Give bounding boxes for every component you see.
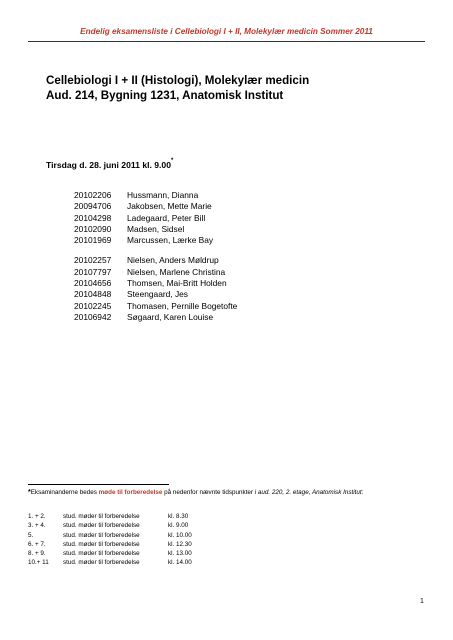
student-row xyxy=(74,235,237,246)
student-name: Ladegaard, Peter Bill xyxy=(127,212,206,223)
student-id: 20106942 xyxy=(74,311,112,322)
schedule-time: kl. 13.00 xyxy=(168,550,192,558)
session-heading xyxy=(46,160,173,170)
running-header: Endelig eksamensliste i Cellebiologi I + II, Molekylær medicin Sommer 2011 xyxy=(80,27,373,36)
student-name: Nielsen, Marlene Christina xyxy=(127,266,226,277)
student-row xyxy=(74,267,237,278)
schedule-group: 1. + 2. xyxy=(28,513,46,520)
schedule-row xyxy=(28,540,208,549)
footnote-text-2: på nedenfor nævnte tidspunkter i xyxy=(162,489,258,496)
schedule-group: 8. + 9. xyxy=(28,550,46,558)
student-name: Nielsen, Anders Møldrup xyxy=(127,255,219,266)
student-name: Marcussen, Lærke Bay xyxy=(127,235,214,246)
schedule-time: kl. 9.00 xyxy=(168,522,189,530)
footnote-highlight: møde til forberedelse xyxy=(98,489,163,496)
schedule-row xyxy=(28,521,208,530)
student-id: 20102257 xyxy=(74,255,112,266)
student-name: Thomasen, Pernille Bogetofte xyxy=(127,300,238,311)
footnote-text-1: Eksaminanderne bedes xyxy=(30,489,99,496)
schedule-time: kl. 12.30 xyxy=(168,540,192,548)
header-divider xyxy=(28,41,425,42)
schedule-row xyxy=(28,531,208,540)
title-line-1: Cellebiologi I + II (Histologi), Molekylær medicin xyxy=(46,74,310,87)
schedule-text: stud. møder til forberedelse xyxy=(63,522,140,530)
prep-schedule xyxy=(28,512,208,568)
student-id: 20101969 xyxy=(74,235,112,246)
footnote-location: aud. 220, 2. etage, Anatomisk Institut: xyxy=(257,489,364,496)
student-row xyxy=(74,301,237,312)
student-row xyxy=(74,224,237,235)
schedule-row xyxy=(28,512,208,521)
student-name: Jakobsen, Mette Marie xyxy=(127,201,212,212)
student-row xyxy=(74,190,237,201)
session-label: Tirsdag d. 28. juni 2011 kl. 9.00 xyxy=(46,160,171,170)
schedule-text: stud. møder til forberedelse xyxy=(63,513,140,520)
footnote-marker: * xyxy=(28,489,31,496)
schedule-group: 10.+ 11 xyxy=(28,559,49,567)
schedule-row xyxy=(28,549,208,558)
student-id: 20102245 xyxy=(74,300,112,311)
schedule-time: kl. 10.00 xyxy=(168,531,192,539)
student-row xyxy=(74,255,237,266)
schedule-row xyxy=(28,558,208,567)
page-number: 1 xyxy=(420,598,424,605)
student-id: 20104848 xyxy=(74,289,112,300)
student-row xyxy=(74,312,237,323)
schedule-time: kl. 8.30 xyxy=(168,513,189,520)
student-id: 20102090 xyxy=(74,223,112,234)
footnote-divider xyxy=(28,484,169,485)
student-list xyxy=(74,190,237,323)
student-row xyxy=(74,289,237,300)
student-name: Hussmann, Dianna xyxy=(127,190,199,200)
student-row xyxy=(74,201,237,212)
title-line-2: Aud. 214, Bygning 1231, Anatomisk Institut xyxy=(46,89,284,102)
schedule-time: kl. 14.00 xyxy=(168,559,192,567)
footnote xyxy=(28,489,428,498)
student-name: Thomsen, Mai-Britt Holden xyxy=(127,278,227,289)
session-footnote-marker: * xyxy=(171,158,174,165)
schedule-group: 5. xyxy=(28,531,34,539)
student-row xyxy=(74,278,237,289)
student-name: Madsen, Sidsel xyxy=(127,223,185,234)
student-name: Søgaard, Karen Louise xyxy=(127,311,214,322)
student-id: 20107797 xyxy=(74,266,112,277)
student-row xyxy=(74,213,237,224)
student-id: 20094706 xyxy=(74,201,112,212)
student-name: Steengaard, Jes xyxy=(127,289,188,300)
schedule-text: stud. møder til forberedelse xyxy=(63,550,140,558)
document-title xyxy=(46,73,309,103)
schedule-text: stud. møder til forberedelse xyxy=(63,559,140,567)
student-id: 20104656 xyxy=(74,278,112,289)
student-id: 20104298 xyxy=(74,212,112,223)
student-id: 20102206 xyxy=(74,190,112,200)
schedule-group: 3. + 4. xyxy=(28,522,46,530)
schedule-text: stud. møder til forberedelse xyxy=(63,531,140,539)
schedule-text: stud. møder til forberedelse xyxy=(63,540,140,548)
schedule-group: 6. + 7. xyxy=(28,540,46,548)
